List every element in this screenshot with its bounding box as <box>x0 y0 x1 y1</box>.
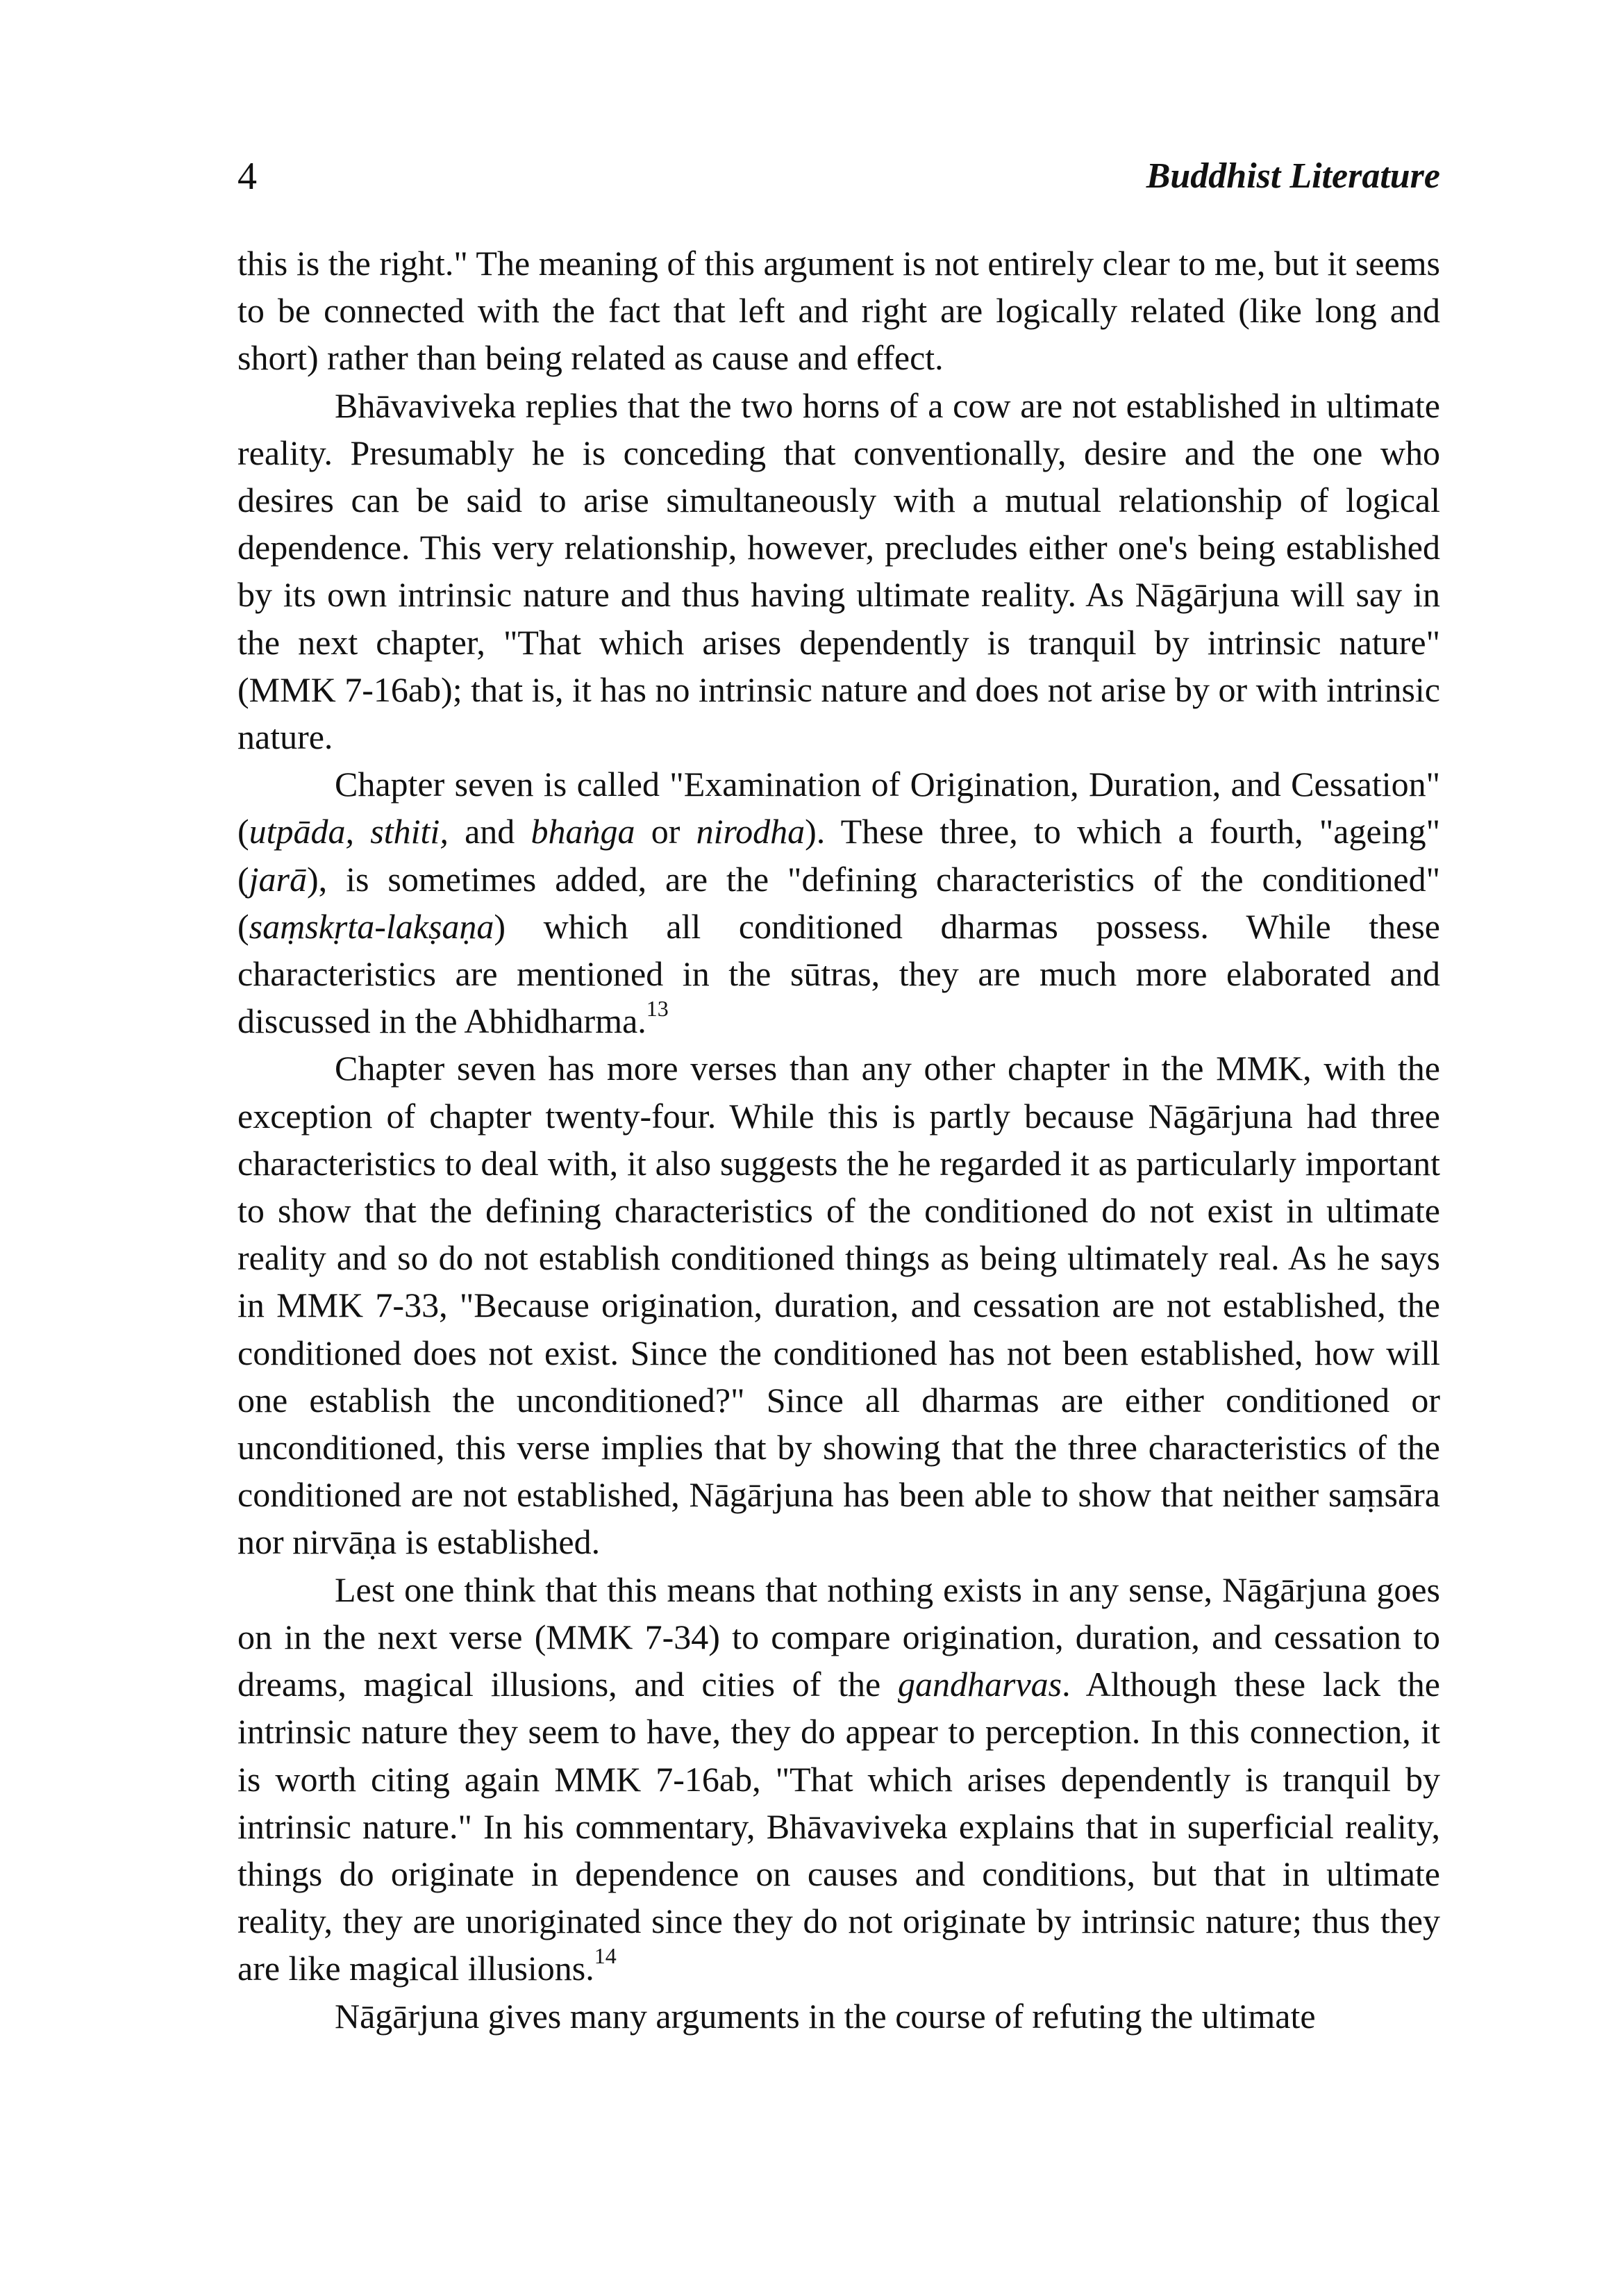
term-nirodha: nirodha <box>696 812 805 851</box>
paragraph-3-text-6: ) which all conditioned dharmas possess. While these characteristics are mentioned in the sūtras, they are much more elaborated and discussed in the Abhidharma. <box>237 906 1440 1041</box>
paragraph-4: Chapter seven has more verses than any other chapter in the MMK, with the exception of chapter twenty-four. While this is partly because Nāgārjuna had three characteristics to deal with, it also suggests the he regarded it as particularly important to show that the defining characteristics of the conditioned do not exist in ultimate reality and so do not establish conditioned things as being ultimately real. As he says in MMK 7-33, "Because origination, duration, and cessation are not established, the conditioned does not exist. Since the conditioned has not been established, how will one establish the unconditioned?" Since all dharmas are either conditioned or unconditioned, this verse implies that by showing that the three characteristics of the conditioned are not established, Nāgārjuna has been able to show that neither saṃsāra nor nirvāṇa is established. <box>237 1049 1440 1562</box>
footnote-ref-13: 13 <box>646 996 669 1022</box>
term-jara: jarā <box>249 859 308 899</box>
paragraph-5-text-1: Lest one think that this means that nothing exists in any sense, Nāgārjuna goes on in the next verse (MMK 7-34) to compare origination, duration, and cessation to dreams, magical illusions, and cities of the <box>237 1570 1440 1704</box>
paragraph-5-text-2: . Although these lack the intrinsic nature they seem to have, they do appear to perception. In this connection, it is worth citing again MMK 7-16ab, "That which arises dependently is tranquil by intrinsic nature." In his commentary, Bhāvaviveka explains that in superficial reality, things do originate in dependence on causes and conditions, but that in ultimate reality, they are unoriginated since they do not originate by intrinsic nature; thus they are like magical illusions. <box>237 1665 1440 1988</box>
paragraph-3-text-1: Chapter seven is called "Examination of Origination, Duration, and Cessation" ( <box>237 765 1440 851</box>
running-title: Buddhist Literature <box>1146 156 1440 196</box>
footnote-ref-14: 14 <box>594 1943 617 1969</box>
paragraph-6: Nāgārjuna gives many arguments in the course of refuting the ultimate <box>335 1996 1316 2036</box>
paragraph-5 <box>237 1566 1440 1993</box>
paragraph-3 <box>237 760 1440 1045</box>
term-bhanga: bhaṅga <box>531 812 635 851</box>
page-number: 4 <box>237 155 257 198</box>
page-header <box>237 149 1440 204</box>
paragraph-1: this is the right." The meaning of this argument is not entirely clear to me, but it seems to be connected with the fact that left and right are logically related (like long and short) rather than being related as cause and effect. <box>237 244 1440 378</box>
term-gandharvas: gandharvas <box>898 1665 1062 1704</box>
paragraph-3-text-5: ), is sometimes added, are the "defining characteristics of the conditioned" ( <box>237 859 1440 946</box>
paragraph-3-text-4: ). These three, to which a fourth, "ageing" ( <box>237 812 1440 899</box>
paragraph-3-text-2: and <box>448 812 531 851</box>
term-samskrta-laksana: saṃskṛta-lakṣaṇa <box>249 906 494 946</box>
body-text <box>237 240 1440 2040</box>
paragraph-3-text-3: or <box>635 812 696 851</box>
paragraph-2: Bhāvaviveka replies that the two horns of a cow are not established in ultimate reality. Presumably he is conceding that conventionally, desire and the one who desires can be said to arise simultaneously with a mutual relationship of logical dependence. This very relationship, however, precludes either one's being established by its own intrinsic nature and thus having ultimate reality. As Nāgārjuna will say in the next chapter, "That which arises dependently is tranquil by intrinsic nature" (MMK 7-16ab); that is, it has no intrinsic nature and does not arise by or with intrinsic nature. <box>237 385 1440 757</box>
term-utpada-sthiti: utpāda, sthiti, <box>249 812 449 851</box>
